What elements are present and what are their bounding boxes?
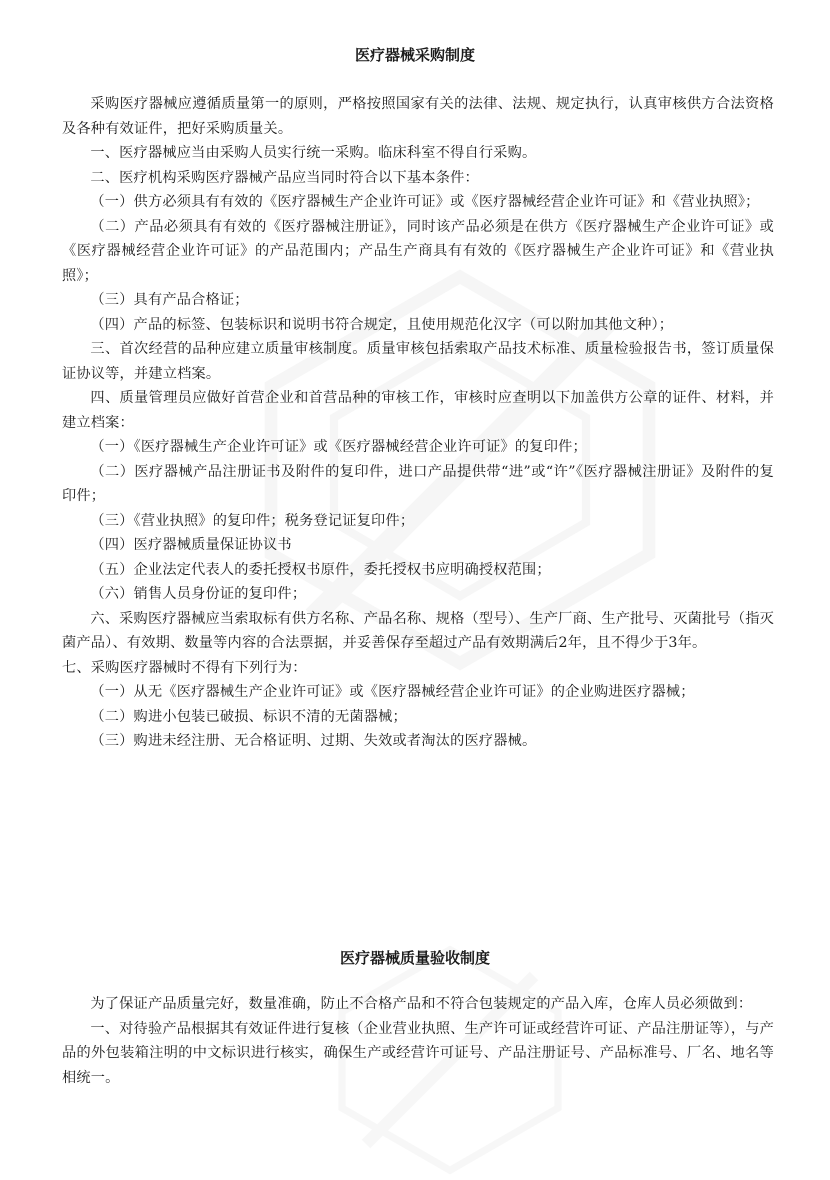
paragraph: 四、质量管理员应做好首营企业和首营品种的审核工作，审核时应查明以下加盖供方公章的证件、材料，并建立档案： <box>62 390 774 431</box>
paragraph: 采购医疗器械应遵循质量第一的原则，严格按照国家有关的法律、法规、规定执行，认真审核供方合法资格及各种有效证件，把好采购质量关。 <box>62 96 774 137</box>
paragraph: （六）销售人员身份证的复印件； <box>90 586 307 602</box>
paragraph: （一）《医疗器械生产企业许可证》或《医疗器械经营企业许可证》的复印件； <box>90 439 587 455</box>
paragraph: 三、首次经营的品种应建立质量审核制度。质量审核包括索取产品技术标准、质量检验报告书，签订质量保证协议等，并建立档案。 <box>62 341 774 382</box>
document-title: 医疗器械采购制度 <box>354 46 475 64</box>
paragraph: （四）医疗器械质量保证协议书 <box>90 537 292 553</box>
paragraph: 六、采购医疗器械应当索取标有供方名称、产品名称、规格（型号）、生产厂商、生产批号、灭菌批号（指灭菌产品）、有效期、数量等内容的合法票据，并妥善保存至超过产品有效期满后2年，且不得少于3年。 <box>62 610 774 651</box>
paragraph: 二、医疗机构采购医疗器械产品应当同时符合以下基本条件： <box>90 169 479 186</box>
paragraph: （四）产品的标签、包装标识和说明书符合规定，且使用规范化汉字（可以附加其他文种）； <box>90 316 674 333</box>
paragraph: （五）企业法定代表人的委托授权书原件，委托授权书应明确授权范围； <box>90 561 551 578</box>
paragraph: （二）购进小包装已破损、标识不清的无菌器械； <box>90 708 407 725</box>
paragraph: 为了保证产品质量完好，数量准确，防止不合格产品和不符合包装规定的产品入库，仓库人员必须做到： <box>90 996 753 1012</box>
paragraph: （二）医疗器械产品注册证书及附件的复印件，进口产品提供带“进”或“许”《医疗器械注册证》及附件的复印件； <box>62 463 774 504</box>
paragraph: （一）从无《医疗器械生产企业许可证》或《医疗器械经营企业许可证》的企业购进医疗器械； <box>90 684 695 700</box>
acceptance-section <box>62 992 774 1090</box>
paragraph: 一、对待验产品根据其有效证件进行复核（企业营业执照、生产许可证或经营许可证、产品注册证等），与产品的外包装箱注明的中文标识进行核实，确保生产或经营许可证号、产品注册证号、产品标准号、厂名、地名等相统一。 <box>62 1020 774 1086</box>
paragraph: （三）《营业执照》的复印件；税务登记证复印件； <box>90 512 415 529</box>
paragraph: （二）产品必须具有有效的《医疗器械注册证》，同时该产品必须是在供方《医疗器械生产企业许可证》或《医疗器械经营企业许可证》的产品范围内；产品生产商具有有效的《医疗器械生产企业许可证》和《营业执照》； <box>62 218 774 284</box>
paragraph: 一、医疗器械应当由采购人员实行统一采购。临床科室不得自行采购。 <box>90 145 537 161</box>
paragraph: （三）购进未经注册、无合格证明、过期、失效或者淘汰的医疗器械。 <box>90 733 537 749</box>
paragraph: （三）具有产品合格证； <box>90 292 249 308</box>
section-title: 医疗器械质量验收制度 <box>339 949 490 967</box>
paragraph: 七、采购医疗器械时不得有下列行为： <box>62 659 307 676</box>
paragraph: （一）供方必须具有有效的《医疗器械生产企业许可证》或《医疗器械经营企业许可证》和《营业执照》； <box>90 194 760 210</box>
procurement-section <box>62 92 774 754</box>
